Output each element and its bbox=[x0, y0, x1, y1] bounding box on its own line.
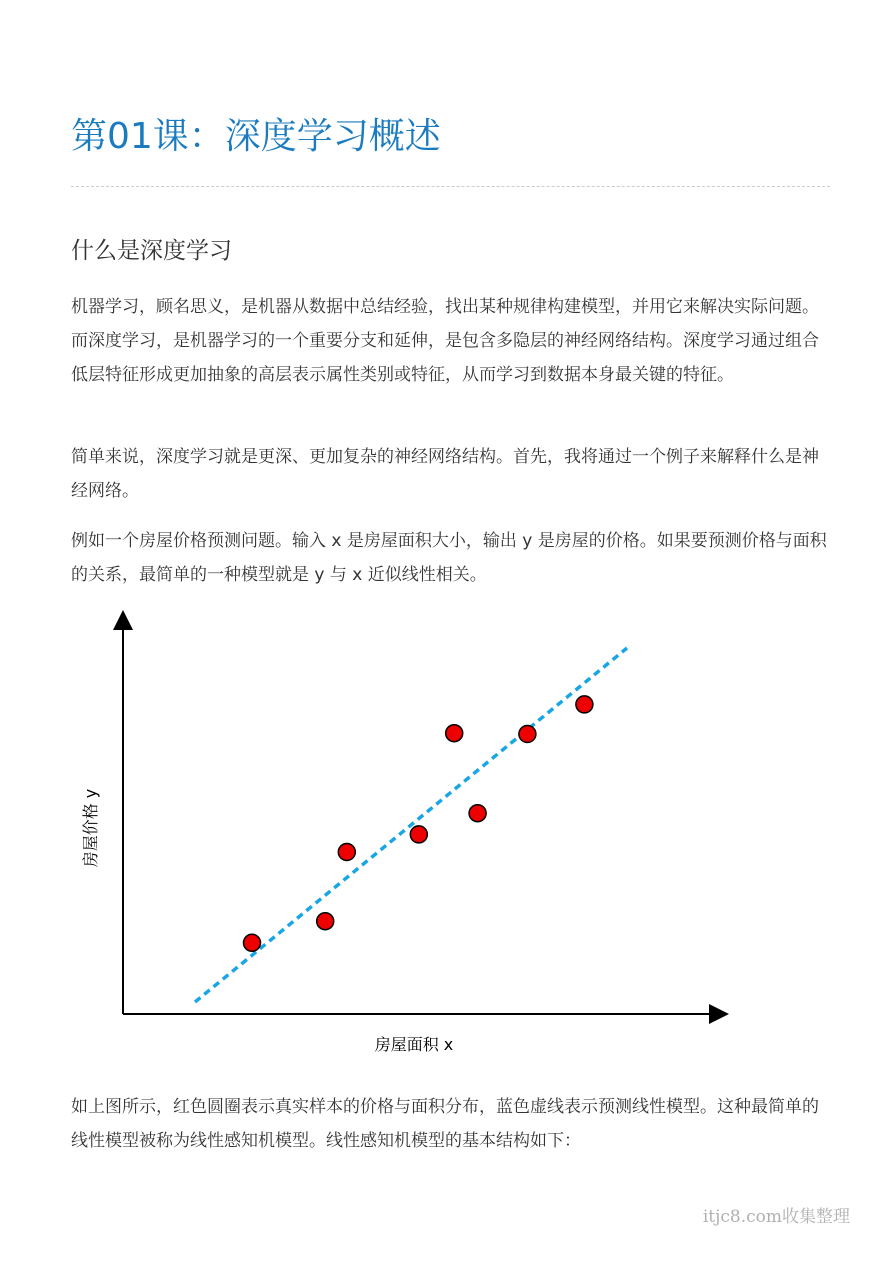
paragraph-intro: 机器学习，顾名思义，是机器从数据中总结经验，找出某种规律构建模型，并用它来解决实际问题。而深度学习，是机器学习的一个重要分支和延伸，是包含多隐层的神经网络结构。深度学习通过组合低层特征形成更加抽象的高层表示属性类别或特征，从而学习到数据本身最关键的特征。 bbox=[71, 297, 819, 385]
data-point-7 bbox=[519, 726, 536, 743]
y-axis-label: 房屋价格 y bbox=[81, 788, 100, 868]
watermark: itjc8.com收集整理 bbox=[702, 1207, 850, 1227]
data-point-6 bbox=[469, 805, 486, 822]
data-point-2 bbox=[317, 913, 334, 930]
data-point-8 bbox=[576, 696, 593, 713]
paragraph-example: 例如一个房屋价格预测问题。输入 x 是房屋面积大小，输出 y 是房屋的价格。如果要预测价格与面积的关系，最简单的一种模型就是 y 与 x 近似线性相关。 bbox=[71, 531, 827, 585]
title-divider bbox=[71, 186, 830, 187]
data-point-1 bbox=[244, 934, 261, 951]
data-point-4 bbox=[410, 826, 427, 843]
x-axis-label: 房屋面积 x bbox=[374, 1035, 454, 1054]
paragraph-summary: 简单来说，深度学习就是更深、更加复杂的神经网络结构。首先，我将通过一个例子来解释什么是神经网络。 bbox=[71, 447, 819, 501]
fit-line bbox=[195, 648, 627, 1002]
scatter-figure bbox=[60, 600, 760, 1070]
page-title: 第01课：深度学习概述 bbox=[71, 116, 441, 157]
paragraph-explanation: 如上图所示，红色圆圈表示真实样本的价格与面积分布，蓝色虚线表示预测线性模型。这种最简单的线性模型被称为线性感知机模型。线性感知机模型的基本结构如下： bbox=[71, 1097, 819, 1151]
scatter-chart bbox=[60, 600, 760, 1070]
data-point-5 bbox=[446, 725, 463, 742]
data-point-3 bbox=[338, 844, 355, 861]
section-heading: 什么是深度学习 bbox=[71, 238, 232, 264]
